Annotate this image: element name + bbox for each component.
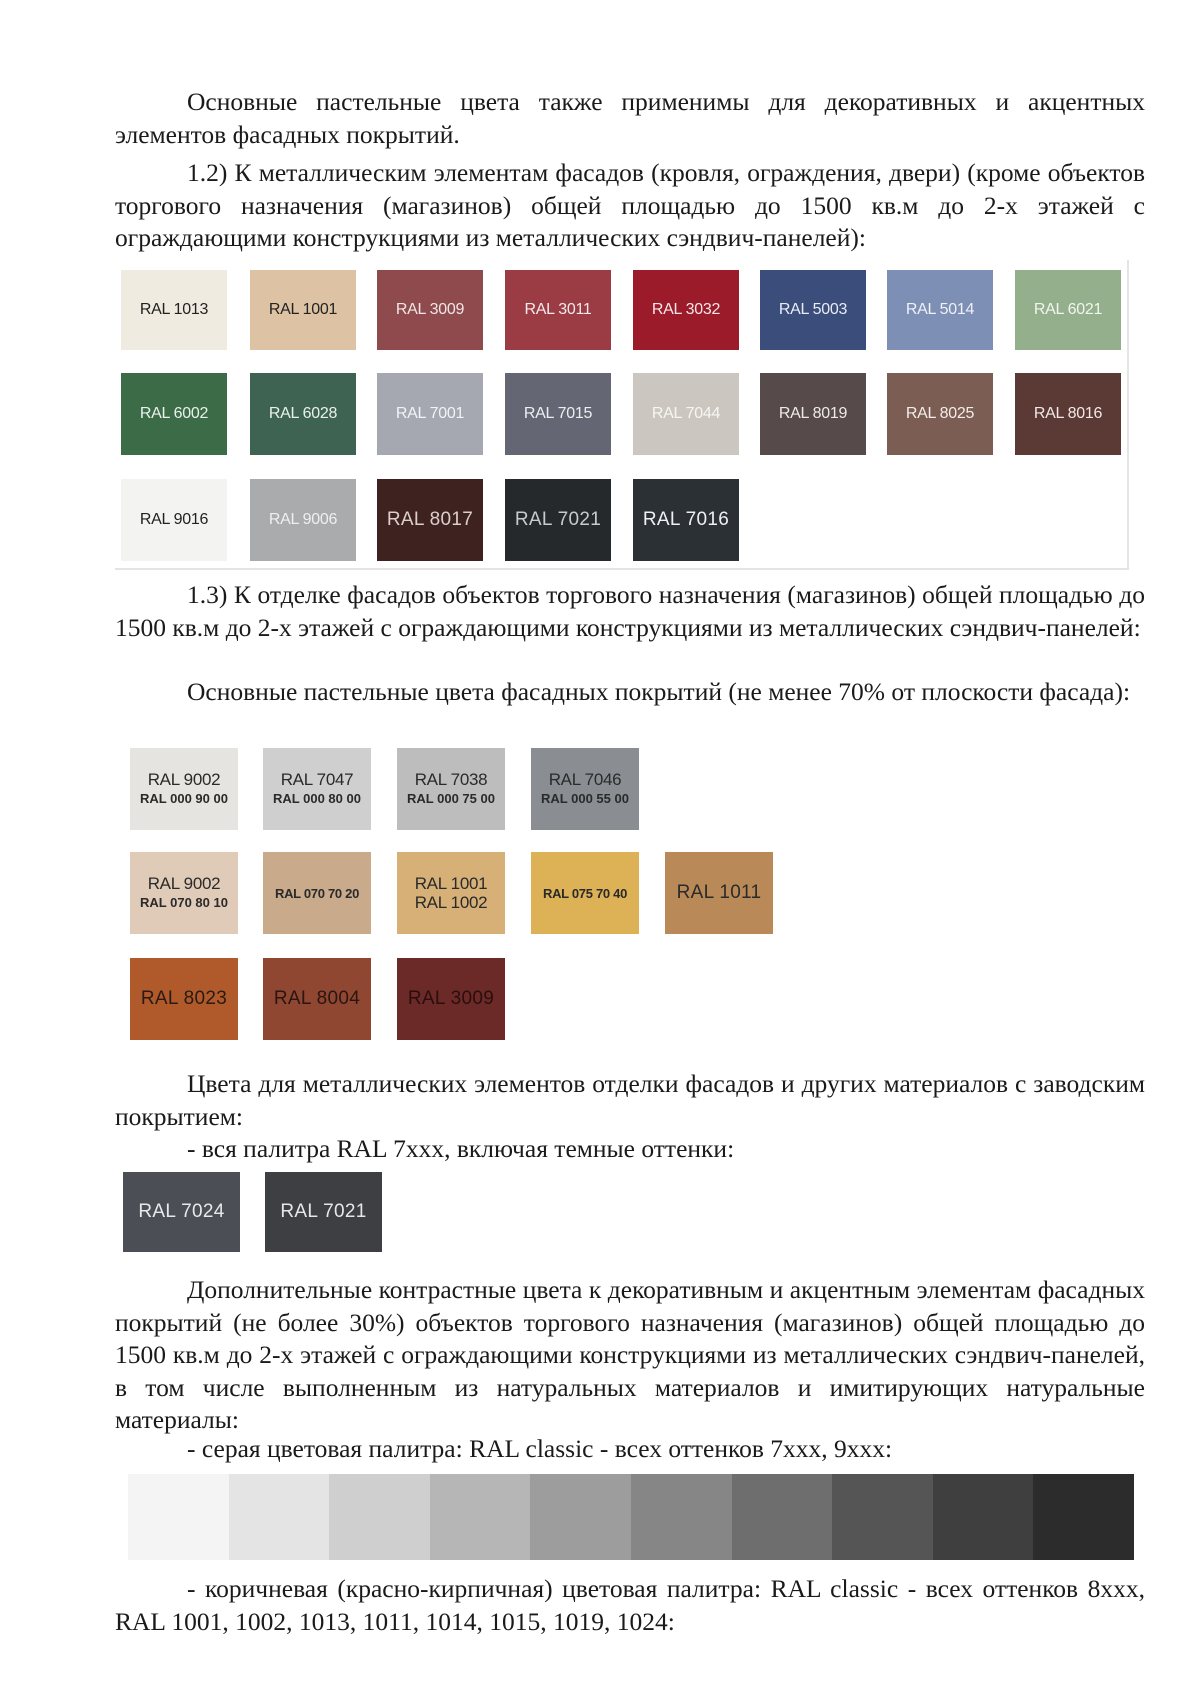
color-swatch: [265, 1172, 382, 1252]
swatch-label: RAL 1011: [676, 882, 762, 903]
paragraph-ral7-palette: - вся палитра RAL 7xxx, включая темные оттенки:: [187, 1134, 735, 1163]
swatch-label: RAL 7047: [280, 770, 354, 789]
color-swatch: [377, 373, 483, 455]
swatch-label: RAL 8016: [1033, 405, 1103, 422]
swatch-label: RAL 9006: [268, 511, 338, 528]
paragraph-1-3: 1.3) К отделке фасадов объектов торгового назначения (магазинов) общей площадью до 1500 кв.м до 2-х этажей с ограждающими конструкциями из металлических сэндвич-панелей:: [115, 580, 1145, 642]
swatch-label: RAL 9002: [147, 874, 221, 893]
color-swatch: [263, 748, 371, 830]
paragraph-pastel-note: Основные пастельные цвета также применимы для декоративных и акцентных элементов фасадных покрытий.: [115, 87, 1145, 149]
color-swatch: [665, 852, 773, 934]
metal-swatch-panel: [115, 260, 1129, 570]
swatch-label: RAL 7038: [414, 770, 488, 789]
color-swatch: [123, 1172, 240, 1252]
paragraph-metal-factory: Цвета для металлических элементов отделки фасадов и других материалов с заводским покрытием:: [115, 1069, 1145, 1131]
swatch-label: RAL 8025: [905, 405, 975, 422]
gray-gradient-step: [631, 1474, 732, 1560]
color-swatch: [1015, 373, 1121, 455]
swatch-label: RAL 1013: [139, 301, 209, 318]
color-swatch: [887, 270, 993, 350]
swatch-label: RAL 9016: [139, 511, 209, 528]
gray-gradient-step: [933, 1474, 1034, 1560]
swatch-label: RAL 000 80 00: [273, 791, 361, 806]
color-swatch: [250, 270, 356, 350]
color-swatch: [760, 373, 866, 455]
color-swatch: [130, 852, 238, 934]
swatch-label: RAL 6021: [1033, 301, 1103, 318]
swatch-label: RAL 3009: [407, 988, 495, 1009]
swatch-label: RAL 1001: [268, 301, 338, 318]
gray-gradient-strip: [128, 1474, 1134, 1560]
paragraph-brown-palette: - коричневая (красно-кирпичная) цветовая палитра: RAL classic - всех оттенков 8xxx, RAL 1001, 1002, 1013, 1011, 1014, 1015, 1019, 1024:: [115, 1574, 1145, 1636]
paragraph-contrast: Дополнительные контрастные цвета к декоративным и акцентным элементам фасадных покрытий (не более 30%) объектов торгового назначения (магазинов) общей площадью до 1500 кв.м до 2-х этажей с ограждающими конструкциями из металлических сэндвич-панелей, в том числе выполненным из натуральных материалов и имитирующих натуральные материалы:: [115, 1275, 1145, 1434]
color-swatch: [531, 748, 639, 830]
color-swatch: [531, 852, 639, 934]
swatch-label: RAL 7024: [138, 1201, 225, 1222]
swatch-label: RAL 075 70 40: [542, 885, 628, 901]
color-swatch: [397, 852, 505, 934]
color-swatch: [1015, 270, 1121, 350]
swatch-label: RAL 7001: [395, 405, 465, 422]
color-swatch: [505, 270, 611, 350]
swatch-label: RAL 5003: [778, 301, 848, 318]
gray-gradient-step: [732, 1474, 833, 1560]
color-swatch: [121, 373, 227, 455]
color-swatch: [130, 748, 238, 830]
paragraph-1-2: 1.2) К металлическим элементам фасадов (кровля, ограждения, двери) (кроме объектов торгового назначения (магазинов) общей площадью до 1500 кв.м до 2-х этажей с ограждающими конструкциями из металлических сэндвич-панелей):: [115, 158, 1145, 252]
swatch-label: RAL 6028: [268, 405, 338, 422]
color-swatch: [397, 958, 505, 1040]
swatch-label: RAL 7015: [523, 405, 593, 422]
gray-gradient-step: [430, 1474, 531, 1560]
swatch-label: RAL 070 70 20: [274, 885, 360, 901]
paragraph-gray-palette: - серая цветовая палитра: RAL classic - всех оттенков 7xxx, 9xxx:: [187, 1434, 893, 1463]
swatch-label: RAL 3032: [651, 301, 721, 318]
gray-gradient-step: [530, 1474, 631, 1560]
color-swatch: [633, 270, 739, 350]
swatch-label: RAL 3009: [395, 301, 465, 318]
swatch-label: RAL 7016: [642, 509, 730, 530]
color-swatch: [397, 748, 505, 830]
swatch-label: RAL 8023: [140, 988, 228, 1009]
color-swatch: [633, 373, 739, 455]
swatch-label: RAL 000 75 00: [407, 791, 495, 806]
color-swatch: [121, 479, 227, 561]
swatch-label: RAL 000 90 00: [140, 791, 228, 806]
color-swatch: [505, 479, 611, 561]
color-swatch: [633, 479, 739, 561]
gray-gradient-step: [1033, 1474, 1134, 1560]
color-swatch: [887, 373, 993, 455]
color-swatch: [377, 270, 483, 350]
swatch-label: RAL 8004: [273, 988, 361, 1009]
gray-gradient-step: [128, 1474, 229, 1560]
swatch-label: RAL 6002: [139, 405, 209, 422]
color-swatch: [130, 958, 238, 1040]
swatch-label: RAL 1001: [414, 874, 488, 893]
color-swatch: [263, 852, 371, 934]
color-swatch: [505, 373, 611, 455]
swatch-label: RAL 8017: [386, 509, 474, 530]
swatch-label: RAL 7044: [651, 405, 721, 422]
swatch-label: RAL 070 80 10: [140, 895, 228, 910]
swatch-label: RAL 000 55 00: [541, 791, 629, 806]
swatch-label: RAL 3011: [524, 301, 592, 318]
paragraph-pastel-main: Основные пастельные цвета фасадных покрытий (не менее 70% от плоскости фасада):: [187, 677, 1131, 706]
swatch-label: RAL 5014: [905, 301, 975, 318]
swatch-label: RAL 9002: [147, 770, 221, 789]
color-swatch: [263, 958, 371, 1040]
color-swatch: [250, 479, 356, 561]
color-swatch: [760, 270, 866, 350]
swatch-label: RAL 8019: [778, 405, 848, 422]
gray-gradient-step: [832, 1474, 933, 1560]
swatch-label: RAL 7021: [514, 509, 602, 530]
color-swatch: [377, 479, 483, 561]
swatch-label: RAL 7046: [548, 770, 622, 789]
color-swatch: [250, 373, 356, 455]
swatch-label: RAL 7021: [280, 1201, 367, 1222]
swatch-label: RAL 1002: [414, 893, 488, 912]
gray-gradient-step: [229, 1474, 330, 1560]
color-swatch: [121, 270, 227, 350]
gray-gradient-step: [329, 1474, 430, 1560]
